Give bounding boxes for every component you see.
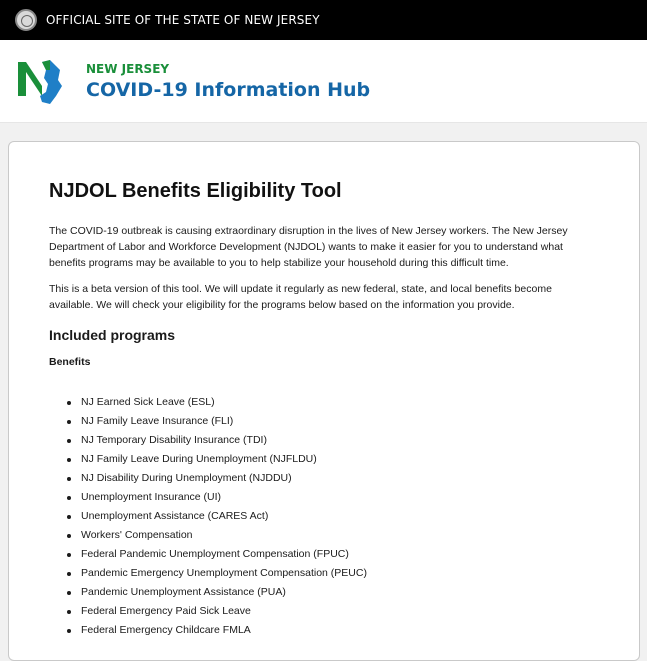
- program-item: Federal Pandemic Unemployment Compensation (FPUC): [66, 545, 599, 564]
- included-programs-heading: Included programs: [49, 327, 176, 343]
- program-item: NJ Temporary Disability Insurance (TDI): [66, 431, 599, 450]
- program-item: Unemployment Assistance (CARES Act): [66, 507, 599, 526]
- header-text: [86, 62, 370, 101]
- program-item: Federal Emergency Paid Sick Leave: [66, 602, 599, 621]
- program-item: NJ Family Leave Insurance (FLI): [66, 412, 599, 431]
- program-item: NJ Earned Sick Leave (ESL): [66, 393, 599, 412]
- program-item: NJ Family Leave During Unemployment (NJFLDU): [66, 450, 599, 469]
- benefits-heading: Benefits: [49, 356, 91, 368]
- intro-paragraph: The COVID-19 outbreak is causing extraordinary disruption in the lives of New Jersey workers. The New Jersey Department of Labor and Workforce Development (NJDOL) wants to make it easier for you to understand what benefits programs may be available to you to help stabilize your household during this difficult time.: [49, 225, 568, 269]
- official-site-text: OFFICIAL SITE OF THE STATE OF NEW JERSEY: [46, 13, 320, 27]
- state-name: NEW JERSEY: [86, 61, 170, 76]
- program-item: Federal Emergency Childcare FMLA: [66, 621, 599, 640]
- page-title: NJDOL Benefits Eligibility Tool: [49, 180, 342, 202]
- hub-title[interactable]: COVID-19 Information Hub: [86, 78, 371, 101]
- state-seal-icon: [15, 9, 37, 31]
- official-site-banner: [0, 0, 647, 40]
- nj-logo-icon[interactable]: [16, 56, 66, 106]
- program-item: Unemployment Insurance (UI): [66, 488, 599, 507]
- site-header: [0, 40, 647, 123]
- program-list: [49, 393, 599, 640]
- program-item: Workers' Compensation: [66, 526, 599, 545]
- program-item: NJ Disability During Unemployment (NJDDU): [66, 469, 599, 488]
- beta-paragraph: This is a beta version of this tool. We will update it regularly as new federal, state, and local benefits become available. We will check your eligibility for the programs below based on the information you provide.: [49, 283, 552, 311]
- eligibility-tool-card: [8, 141, 640, 661]
- program-item: Pandemic Unemployment Assistance (PUA): [66, 583, 599, 602]
- program-item: Pandemic Emergency Unemployment Compensation (PEUC): [66, 564, 599, 583]
